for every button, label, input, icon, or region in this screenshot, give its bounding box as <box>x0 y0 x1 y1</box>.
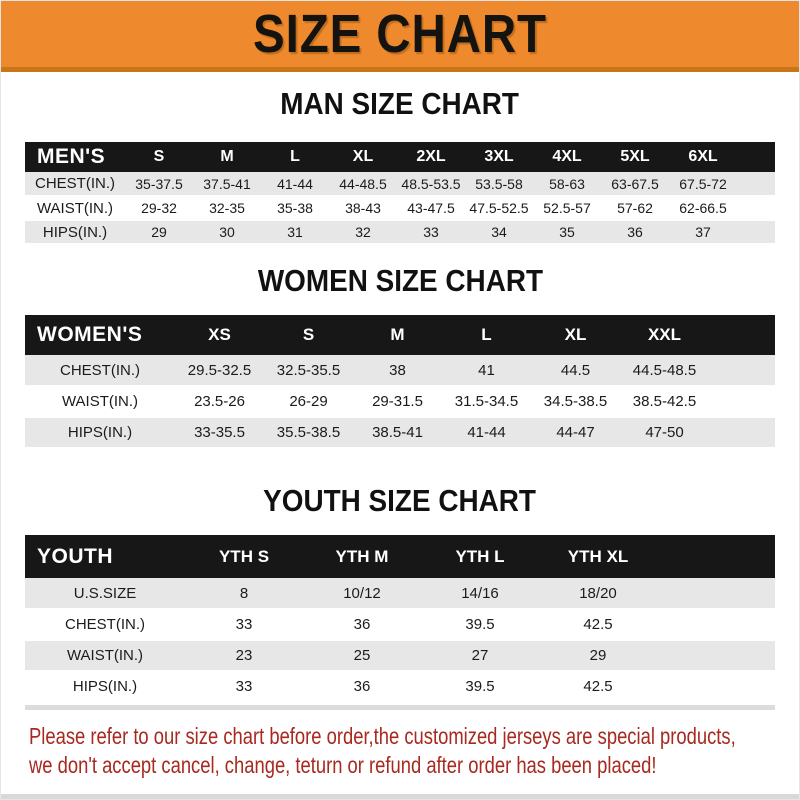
table-row <box>25 578 775 609</box>
data-cell: 44.5 <box>531 355 620 386</box>
size-column-header: S <box>264 315 353 355</box>
data-cell: 29 <box>125 220 193 244</box>
data-cell: 47.5-52.5 <box>465 196 533 220</box>
data-cell: 38.5-42.5 <box>620 386 709 417</box>
table-row <box>25 172 775 196</box>
size-column-header: YTH L <box>421 535 539 578</box>
data-cell: 42.5 <box>539 609 657 640</box>
table-row <box>25 609 775 640</box>
women-section-title <box>1 263 799 299</box>
data-cell: 25 <box>303 640 421 671</box>
data-cell: 44.5-48.5 <box>620 355 709 386</box>
data-cell: 26-29 <box>264 386 353 417</box>
disclaimer-line-1: Please refer to our size chart before order,the customized jerseys are special products, <box>29 723 736 749</box>
women-section-title-text: WOMEN SIZE CHART <box>257 263 543 298</box>
data-cell: 31.5-34.5 <box>442 386 531 417</box>
data-cell: 47-50 <box>620 417 709 448</box>
data-cell: 41-44 <box>442 417 531 448</box>
size-column-header: 2XL <box>397 142 465 172</box>
table-row <box>25 220 775 244</box>
data-cell: 31 <box>261 220 329 244</box>
row-label: WAIST(IN.) <box>25 386 175 417</box>
spacer-cell <box>709 386 775 417</box>
bottom-edge-strip <box>1 794 799 799</box>
data-cell: 41 <box>442 355 531 386</box>
size-column-header: 5XL <box>601 142 669 172</box>
data-cell: 37 <box>669 220 737 244</box>
size-chart-banner <box>1 1 799 72</box>
data-cell: 36 <box>303 671 421 702</box>
table-row <box>25 417 775 448</box>
data-cell: 30 <box>193 220 261 244</box>
youth-table-bottom-strip <box>25 705 775 710</box>
table-row <box>25 196 775 220</box>
data-cell: 39.5 <box>421 671 539 702</box>
spacer-cell <box>657 578 775 609</box>
data-cell: 8 <box>185 578 303 609</box>
spacer-cell <box>737 196 775 220</box>
row-label: CHEST(IN.) <box>25 172 125 196</box>
data-cell: 39.5 <box>421 609 539 640</box>
data-cell: 58-63 <box>533 172 601 196</box>
size-column-header: L <box>442 315 531 355</box>
data-cell: 57-62 <box>601 196 669 220</box>
data-cell: 27 <box>421 640 539 671</box>
women-size-table <box>25 315 775 449</box>
data-cell: 52.5-57 <box>533 196 601 220</box>
data-cell: 38 <box>353 355 442 386</box>
data-cell: 41-44 <box>261 172 329 196</box>
page-title: SIZE CHART <box>253 4 547 64</box>
data-cell: 44-48.5 <box>329 172 397 196</box>
data-cell: 67.5-72 <box>669 172 737 196</box>
data-cell: 35-38 <box>261 196 329 220</box>
data-cell: 42.5 <box>539 671 657 702</box>
spacer-cell <box>737 142 775 172</box>
data-cell: 35-37.5 <box>125 172 193 196</box>
data-cell: 29 <box>539 640 657 671</box>
youth-section-title-text: YOUTH SIZE CHART <box>263 483 537 518</box>
data-cell: 32 <box>329 220 397 244</box>
data-cell: 63-67.5 <box>601 172 669 196</box>
size-column-header: XS <box>175 315 264 355</box>
table-corner-label: WOMEN'S <box>25 315 175 355</box>
row-label: HIPS(IN.) <box>25 671 185 702</box>
spacer-cell <box>709 355 775 386</box>
data-cell: 33 <box>185 609 303 640</box>
table-row <box>25 355 775 386</box>
data-cell: 14/16 <box>421 578 539 609</box>
data-cell: 18/20 <box>539 578 657 609</box>
row-label: CHEST(IN.) <box>25 355 175 386</box>
size-column-header: 6XL <box>669 142 737 172</box>
man-section-title <box>1 86 799 122</box>
disclaimer-line-2: we don't accept cancel, change, teturn or refund after order has been placed! <box>29 752 657 778</box>
row-label: U.S.SIZE <box>25 578 185 609</box>
row-label: CHEST(IN.) <box>25 609 185 640</box>
table-row <box>25 640 775 671</box>
data-cell: 33-35.5 <box>175 417 264 448</box>
row-label: WAIST(IN.) <box>25 640 185 671</box>
data-cell: 23 <box>185 640 303 671</box>
data-cell: 10/12 <box>303 578 421 609</box>
table-header-row <box>25 142 775 172</box>
data-cell: 33 <box>397 220 465 244</box>
size-column-header: M <box>353 315 442 355</box>
size-column-header: XL <box>329 142 397 172</box>
size-column-header: XXL <box>620 315 709 355</box>
data-cell: 32.5-35.5 <box>264 355 353 386</box>
size-column-header: M <box>193 142 261 172</box>
spacer-cell <box>657 640 775 671</box>
data-cell: 34.5-38.5 <box>531 386 620 417</box>
spacer-cell <box>709 417 775 448</box>
data-cell: 23.5-26 <box>175 386 264 417</box>
size-column-header: YTH M <box>303 535 421 578</box>
data-cell: 43-47.5 <box>397 196 465 220</box>
row-label: WAIST(IN.) <box>25 196 125 220</box>
data-cell: 34 <box>465 220 533 244</box>
row-label: HIPS(IN.) <box>25 220 125 244</box>
table-row <box>25 386 775 417</box>
data-cell: 32-35 <box>193 196 261 220</box>
size-column-header: YTH XL <box>539 535 657 578</box>
size-column-header: XL <box>531 315 620 355</box>
size-column-header: YTH S <box>185 535 303 578</box>
men-size-table <box>25 142 775 245</box>
row-label: HIPS(IN.) <box>25 417 175 448</box>
spacer-cell <box>657 671 775 702</box>
spacer-cell <box>657 609 775 640</box>
table-row <box>25 671 775 702</box>
data-cell: 53.5-58 <box>465 172 533 196</box>
data-cell: 44-47 <box>531 417 620 448</box>
disclaimer-text <box>29 722 799 780</box>
size-column-header: 3XL <box>465 142 533 172</box>
data-cell: 62-66.5 <box>669 196 737 220</box>
youth-size-table <box>25 535 775 703</box>
data-cell: 29-31.5 <box>353 386 442 417</box>
data-cell: 33 <box>185 671 303 702</box>
data-cell: 38.5-41 <box>353 417 442 448</box>
size-column-header: 4XL <box>533 142 601 172</box>
spacer-cell <box>657 535 775 578</box>
data-cell: 48.5-53.5 <box>397 172 465 196</box>
size-column-header: S <box>125 142 193 172</box>
data-cell: 37.5-41 <box>193 172 261 196</box>
table-header-row <box>25 535 775 578</box>
data-cell: 29.5-32.5 <box>175 355 264 386</box>
data-cell: 38-43 <box>329 196 397 220</box>
size-column-header: L <box>261 142 329 172</box>
data-cell: 35 <box>533 220 601 244</box>
youth-section-title <box>1 483 799 519</box>
spacer-cell <box>737 172 775 196</box>
man-section-title-text: MAN SIZE CHART <box>280 86 520 121</box>
table-corner-label: YOUTH <box>25 535 185 578</box>
data-cell: 29-32 <box>125 196 193 220</box>
spacer-cell <box>709 315 775 355</box>
table-header-row <box>25 315 775 355</box>
data-cell: 36 <box>601 220 669 244</box>
data-cell: 35.5-38.5 <box>264 417 353 448</box>
spacer-cell <box>737 220 775 244</box>
data-cell: 36 <box>303 609 421 640</box>
table-corner-label: MEN'S <box>25 142 125 172</box>
